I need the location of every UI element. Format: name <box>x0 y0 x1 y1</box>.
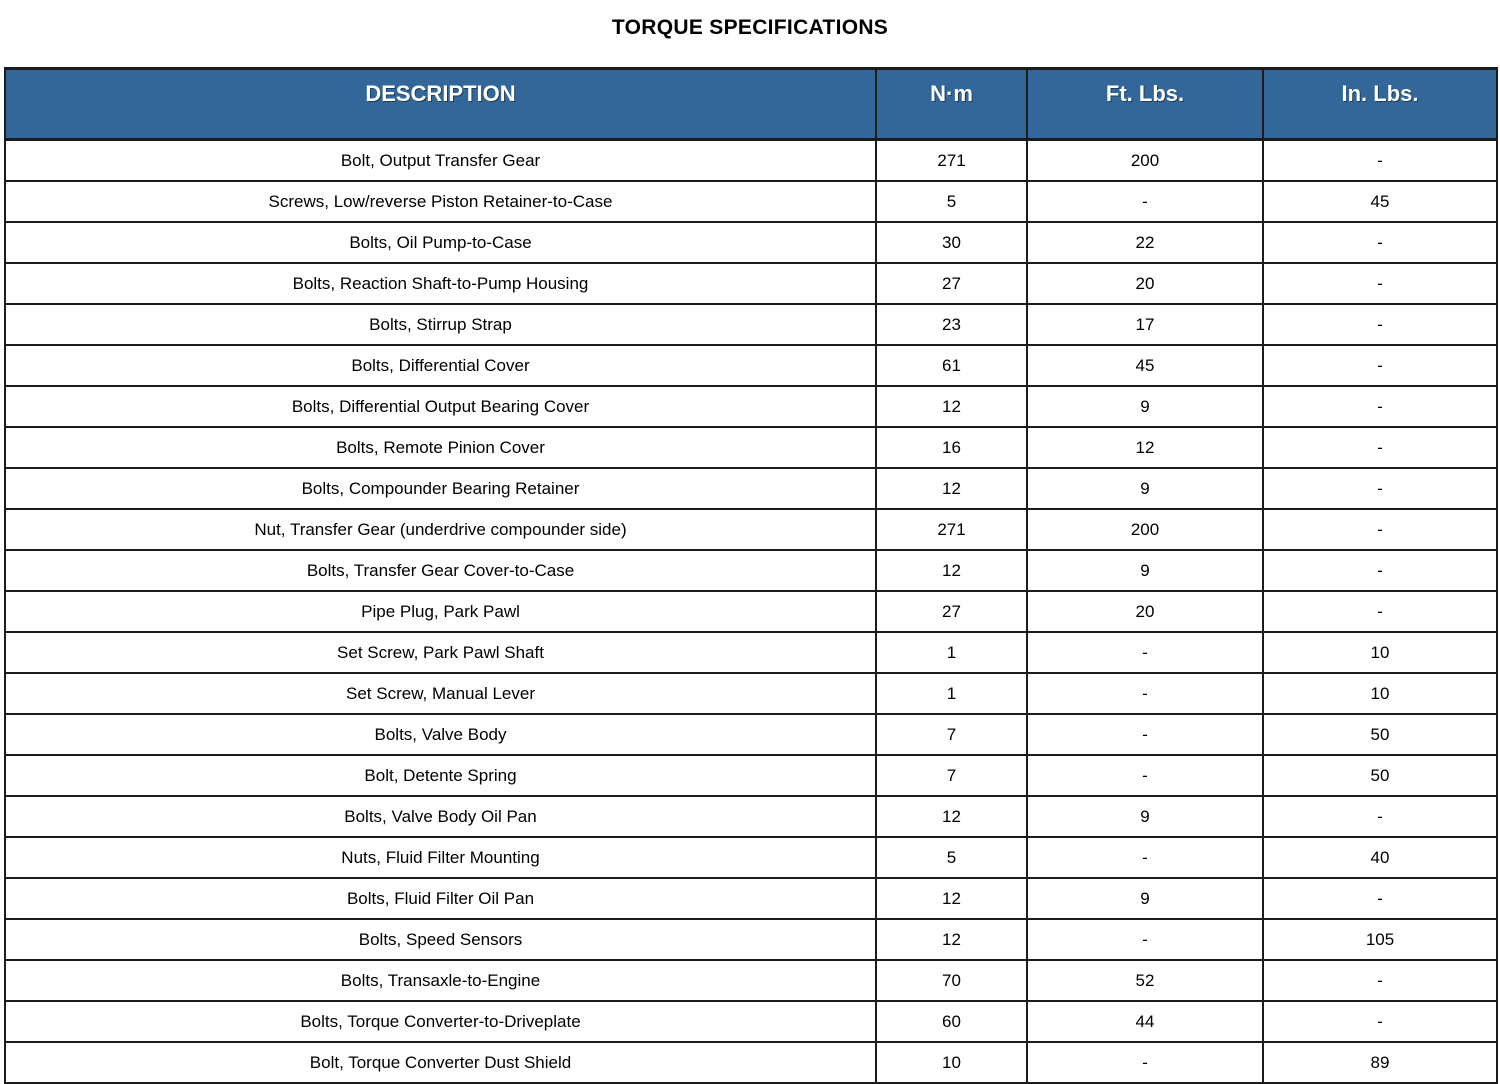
cell-in-lbs: 105 <box>1263 919 1497 960</box>
cell-in-lbs: - <box>1263 468 1497 509</box>
column-header-nm: N·m <box>876 69 1027 140</box>
cell-ft-lbs: 44 <box>1027 1001 1263 1042</box>
cell-description: Bolts, Valve Body Oil Pan <box>5 796 876 837</box>
cell-nm: 7 <box>876 755 1027 796</box>
cell-description: Bolts, Transfer Gear Cover-to-Case <box>5 550 876 591</box>
table-row <box>5 509 1497 550</box>
cell-in-lbs: 10 <box>1263 673 1497 714</box>
table-row <box>5 304 1497 345</box>
cell-description: Bolts, Compounder Bearing Retainer <box>5 468 876 509</box>
cell-ft-lbs: 200 <box>1027 509 1263 550</box>
cell-nm: 271 <box>876 509 1027 550</box>
table-row <box>5 427 1497 468</box>
cell-in-lbs: - <box>1263 222 1497 263</box>
cell-nm: 5 <box>876 837 1027 878</box>
cell-in-lbs: - <box>1263 263 1497 304</box>
cell-nm: 1 <box>876 632 1027 673</box>
cell-nm: 30 <box>876 222 1027 263</box>
cell-description: Bolts, Differential Cover <box>5 345 876 386</box>
cell-in-lbs: - <box>1263 509 1497 550</box>
cell-nm: 12 <box>876 919 1027 960</box>
cell-in-lbs: - <box>1263 427 1497 468</box>
cell-in-lbs: - <box>1263 796 1497 837</box>
cell-nm: 12 <box>876 796 1027 837</box>
cell-description: Bolts, Differential Output Bearing Cover <box>5 386 876 427</box>
cell-description: Bolt, Detente Spring <box>5 755 876 796</box>
cell-nm: 5 <box>876 181 1027 222</box>
cell-in-lbs: 40 <box>1263 837 1497 878</box>
cell-description: Pipe Plug, Park Pawl <box>5 591 876 632</box>
cell-ft-lbs: - <box>1027 1042 1263 1083</box>
table-row <box>5 878 1497 919</box>
cell-nm: 16 <box>876 427 1027 468</box>
table-row <box>5 468 1497 509</box>
cell-ft-lbs: 52 <box>1027 960 1263 1001</box>
cell-nm: 60 <box>876 1001 1027 1042</box>
table-row <box>5 222 1497 263</box>
cell-description: Set Screw, Park Pawl Shaft <box>5 632 876 673</box>
cell-description: Bolts, Valve Body <box>5 714 876 755</box>
cell-description: Bolts, Fluid Filter Oil Pan <box>5 878 876 919</box>
cell-nm: 27 <box>876 591 1027 632</box>
cell-in-lbs: - <box>1263 345 1497 386</box>
cell-ft-lbs: - <box>1027 755 1263 796</box>
cell-ft-lbs: - <box>1027 919 1263 960</box>
cell-ft-lbs: 20 <box>1027 591 1263 632</box>
cell-ft-lbs: 12 <box>1027 427 1263 468</box>
table-row <box>5 960 1497 1001</box>
cell-ft-lbs: 9 <box>1027 796 1263 837</box>
cell-ft-lbs: 9 <box>1027 550 1263 591</box>
table-row <box>5 263 1497 304</box>
table-body <box>5 140 1497 1084</box>
cell-nm: 23 <box>876 304 1027 345</box>
cell-description: Set Screw, Manual Lever <box>5 673 876 714</box>
cell-ft-lbs: - <box>1027 632 1263 673</box>
cell-ft-lbs: - <box>1027 181 1263 222</box>
cell-ft-lbs: 9 <box>1027 386 1263 427</box>
page-title: TORQUE SPECIFICATIONS <box>611 16 889 39</box>
cell-in-lbs: - <box>1263 960 1497 1001</box>
cell-ft-lbs: 200 <box>1027 140 1263 182</box>
cell-ft-lbs: 22 <box>1027 222 1263 263</box>
cell-ft-lbs: - <box>1027 837 1263 878</box>
cell-in-lbs: - <box>1263 878 1497 919</box>
header-row <box>5 69 1497 140</box>
table-row <box>5 796 1497 837</box>
cell-in-lbs: - <box>1263 304 1497 345</box>
cell-description: Bolts, Stirrup Strap <box>5 304 876 345</box>
cell-nm: 1 <box>876 673 1027 714</box>
column-header-description: DESCRIPTION <box>5 69 876 140</box>
cell-in-lbs: - <box>1263 550 1497 591</box>
cell-ft-lbs: 20 <box>1027 263 1263 304</box>
table-row <box>5 345 1497 386</box>
table-row <box>5 386 1497 427</box>
cell-ft-lbs: 17 <box>1027 304 1263 345</box>
cell-description: Screws, Low/reverse Piston Retainer-to-Case <box>5 181 876 222</box>
cell-in-lbs: - <box>1263 1001 1497 1042</box>
cell-in-lbs: 50 <box>1263 714 1497 755</box>
cell-in-lbs: - <box>1263 386 1497 427</box>
cell-nm: 12 <box>876 468 1027 509</box>
cell-nm: 12 <box>876 386 1027 427</box>
cell-description: Nut, Transfer Gear (underdrive compounder side) <box>5 509 876 550</box>
cell-description: Bolt, Torque Converter Dust Shield <box>5 1042 876 1083</box>
table-row <box>5 837 1497 878</box>
cell-ft-lbs: 45 <box>1027 345 1263 386</box>
cell-nm: 7 <box>876 714 1027 755</box>
cell-in-lbs: - <box>1263 591 1497 632</box>
column-header-ft-lbs: Ft. Lbs. <box>1027 69 1263 140</box>
cell-ft-lbs: 9 <box>1027 468 1263 509</box>
table-row <box>5 550 1497 591</box>
cell-nm: 61 <box>876 345 1027 386</box>
cell-ft-lbs: - <box>1027 673 1263 714</box>
cell-description: Bolt, Output Transfer Gear <box>5 140 876 182</box>
cell-nm: 10 <box>876 1042 1027 1083</box>
cell-description: Bolts, Torque Converter-to-Driveplate <box>5 1001 876 1042</box>
cell-description: Bolts, Remote Pinion Cover <box>5 427 876 468</box>
cell-in-lbs: - <box>1263 140 1497 182</box>
cell-in-lbs: 50 <box>1263 755 1497 796</box>
cell-nm: 70 <box>876 960 1027 1001</box>
table-row <box>5 919 1497 960</box>
column-header-in-lbs: In. Lbs. <box>1263 69 1497 140</box>
table-row <box>5 181 1497 222</box>
cell-ft-lbs: 9 <box>1027 878 1263 919</box>
cell-description: Nuts, Fluid Filter Mounting <box>5 837 876 878</box>
cell-in-lbs: 89 <box>1263 1042 1497 1083</box>
cell-nm: 12 <box>876 878 1027 919</box>
cell-nm: 271 <box>876 140 1027 182</box>
cell-nm: 12 <box>876 550 1027 591</box>
cell-description: Bolts, Reaction Shaft-to-Pump Housing <box>5 263 876 304</box>
cell-description: Bolts, Oil Pump-to-Case <box>5 222 876 263</box>
torque-spec-table <box>4 67 1498 1084</box>
cell-in-lbs: 45 <box>1263 181 1497 222</box>
table-row <box>5 673 1497 714</box>
table-row <box>5 632 1497 673</box>
table-row <box>5 755 1497 796</box>
table-row <box>5 140 1497 182</box>
cell-description: Bolts, Speed Sensors <box>5 919 876 960</box>
table-header <box>5 69 1497 140</box>
table-row <box>5 1042 1497 1083</box>
table-row <box>5 591 1497 632</box>
table-row <box>5 1001 1497 1042</box>
cell-ft-lbs: - <box>1027 714 1263 755</box>
cell-nm: 27 <box>876 263 1027 304</box>
cell-description: Bolts, Transaxle-to-Engine <box>5 960 876 1001</box>
cell-in-lbs: 10 <box>1263 632 1497 673</box>
table-row <box>5 714 1497 755</box>
